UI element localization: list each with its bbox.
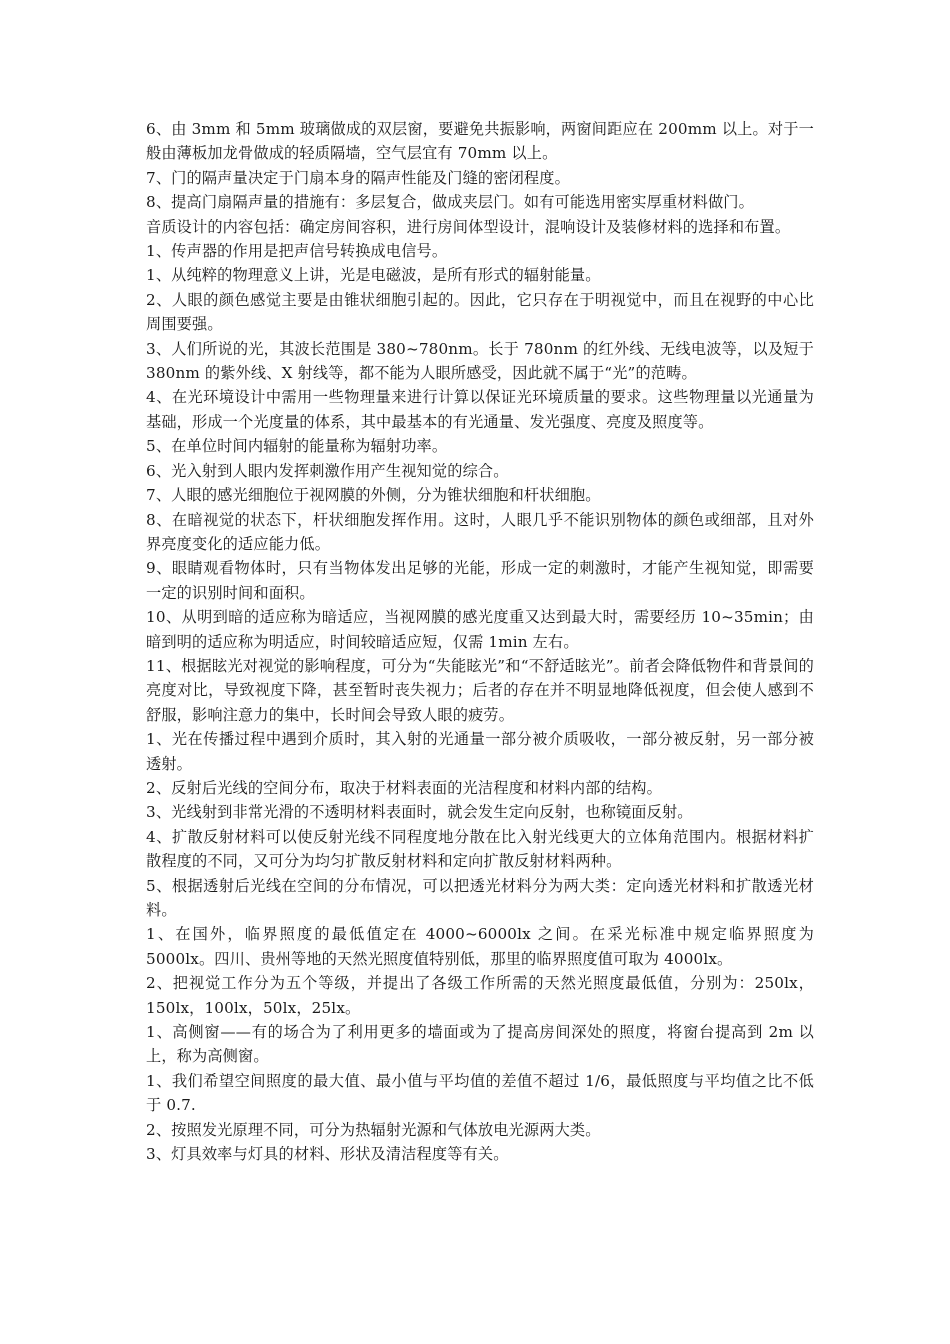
paragraph: 1、在国外，临界照度的最低值定在 4000~6000lx 之间。在采光标准中规定临界照度为 5000lx。四川、贵州等地的天然光照度值特别低，那里的临界照度值可取为 4000lx。 xyxy=(146,925,819,968)
paragraph: 2、反射后光线的空间分布，取决于材料表面的光洁程度和材料内部的结构。 xyxy=(146,778,662,797)
paragraph: 2、按照发光原理不同，可分为热辐射光源和气体放电光源两大类。 xyxy=(146,1120,601,1139)
paragraph: 3、人们所说的光，其波长范围是 380~780nm。长于 780nm 的红外线、无线电波等，以及短于 380nm 的紫外线、X 射线等，都不能为人眼所感受，因此就不属于“光”的范畴。 xyxy=(146,339,819,383)
paragraph: 3、灯具效率与灯具的材料、形状及清洁程度等有关。 xyxy=(146,1145,509,1164)
paragraph: 1、我们希望空间照度的最大值、最小值与平均值的差值不超过 1/6，最低照度与平均值之比不低于 0.7. xyxy=(146,1071,814,1115)
paragraph: 5、根据透射后光线在空间的分布情况，可以把透光材料分为两大类：定向透光材料和扩散透光材料。 xyxy=(146,876,814,919)
paragraph: 9、眼睛观看物体时，只有当物体发出足够的光能，形成一定的刺激时，才能产生视知觉，即需要一定的识别时间和面积。 xyxy=(146,559,814,602)
paragraph: 3、光线射到非常光滑的不透明材料表面时，就会发生定向反射，也称镜面反射。 xyxy=(146,803,693,822)
paragraph: 1、高侧窗——有的场合为了利用更多的墙面或为了提高房间深处的照度，将窗台提高到 2m 以上，称为高侧窗。 xyxy=(146,1023,814,1066)
paragraph: 音质设计的内容包括：确定房间容积，进行房间体型设计，混响设计及装修材料的选择和布置。 xyxy=(146,217,791,236)
paragraph: 2、把视觉工作分为五个等级，并提出了各级工作所需的天然光照度最低值，分别为：250lx，150lx，100lx，50lx，25lx。 xyxy=(146,974,814,1017)
paragraph: 7、人眼的感光细胞位于视网膜的外侧，分为锥状细胞和杆状细胞。 xyxy=(146,486,601,505)
paragraph: 1、从纯粹的物理意义上讲，光是电磁波，是所有形式的辐射能量。 xyxy=(146,266,601,285)
paragraph: 8、在暗视觉的状态下，杆状细胞发挥作用。这时，人眼几乎不能识别物体的颜色或细部，且对外界亮度变化的适应能力低。 xyxy=(146,510,814,553)
paragraph: 6、由 3mm 和 5mm 玻璃做成的双层窗，要避免共振影响，两窗间距应在 200mm 以上。对于一般由薄板加龙骨做成的轻质隔墙，空气层宜有 70mm 以上。 xyxy=(146,120,814,163)
paragraph: 2、人眼的颜色感觉主要是由锥状细胞引起的。因此，它只存在于明视觉中，而且在视野的中心比周围要强。 xyxy=(146,290,814,334)
paragraph: 11、根据眩光对视觉的影响程度，可分为“失能眩光”和“不舒适眩光”。前者会降低物件和背景间的亮度对比，导致视度下降，甚至暂时丧失视力；后者的存在并不明显地降低视度，但会使人感到不舒服，影响注意力的集中，长时间会导致人眼的疲劳。 xyxy=(146,656,814,724)
paragraph: 10、从明到暗的适应称为暗适应，当视网膜的感光度重又达到最大时，需要经历 10~35min；由暗到明的适应称为明适应，时间较暗适应短，仅需 1min 左右。 xyxy=(146,608,814,651)
paragraph: 1、传声器的作用是把声信号转换成电信号。 xyxy=(146,242,448,261)
paragraph: 6、光入射到人眼内发挥刺激作用产生视知觉的综合。 xyxy=(146,461,509,480)
paragraph: 4、扩散反射材料可以使反射光线不同程度地分散在比入射光线更大的立体角范围内。根据材料扩散程度的不同，又可分为均匀扩散反射材料和定向扩散反射材料两种。 xyxy=(146,827,814,871)
paragraph: 5、在单位时间内辐射的能量称为辐射功率。 xyxy=(146,437,448,456)
paragraph: 8、提高门扇隔声量的措施有：多层复合，做成夹层门。如有可能选用密实厚重材料做门。 xyxy=(146,193,754,212)
paragraph: 4、在光环境设计中需用一些物理量来进行计算以保证光环境质量的要求。这些物理量以光通量为基础，形成一个光度量的体系，其中最基本的有光通量、发光强度、亮度及照度等。 xyxy=(146,388,814,431)
paragraph: 7、门的隔声量决定于门扇本身的隔声性能及门缝的密闭程度。 xyxy=(146,168,570,187)
document-body xyxy=(146,117,819,1166)
paragraph: 1、光在传播过程中遇到介质时，其入射的光通量一部分被介质吸收，一部分被反射，另一部分被透射。 xyxy=(146,730,814,773)
